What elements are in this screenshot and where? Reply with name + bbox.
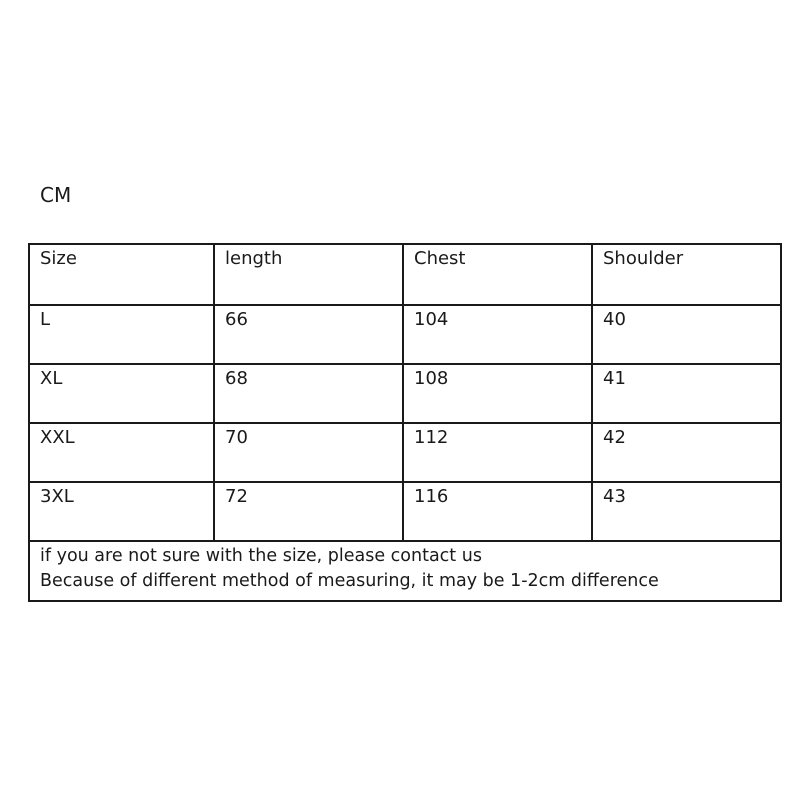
- header-shoulder: Shoulder: [592, 244, 781, 305]
- cell-length: 68: [214, 364, 403, 423]
- cell-shoulder: 42: [592, 423, 781, 482]
- cell-chest: 108: [403, 364, 592, 423]
- table-row: [29, 364, 781, 423]
- note-contact: if you are not sure with the size, please contact us: [40, 546, 482, 566]
- notes-cell: [29, 541, 781, 601]
- cell-shoulder: 41: [592, 364, 781, 423]
- cell-shoulder: 40: [592, 305, 781, 364]
- cell-length: 66: [214, 305, 403, 364]
- table-notes-row: [29, 541, 781, 601]
- table-row: [29, 482, 781, 541]
- cell-chest: 104: [403, 305, 592, 364]
- header-size: Size: [29, 244, 214, 305]
- table-row: [29, 423, 781, 482]
- cell-chest: 112: [403, 423, 592, 482]
- table-row: [29, 305, 781, 364]
- cell-size: 3XL: [29, 482, 214, 541]
- unit-label: CM: [40, 183, 72, 207]
- size-table: [28, 243, 782, 602]
- header-length: length: [214, 244, 403, 305]
- cell-size: XL: [29, 364, 214, 423]
- cell-size: L: [29, 305, 214, 364]
- table-header-row: [29, 244, 781, 305]
- header-chest: Chest: [403, 244, 592, 305]
- cell-size: XXL: [29, 423, 214, 482]
- cell-length: 72: [214, 482, 403, 541]
- note-measurement: Because of different method of measuring, it may be 1-2cm difference: [40, 571, 659, 591]
- cell-length: 70: [214, 423, 403, 482]
- cell-chest: 116: [403, 482, 592, 541]
- cell-shoulder: 43: [592, 482, 781, 541]
